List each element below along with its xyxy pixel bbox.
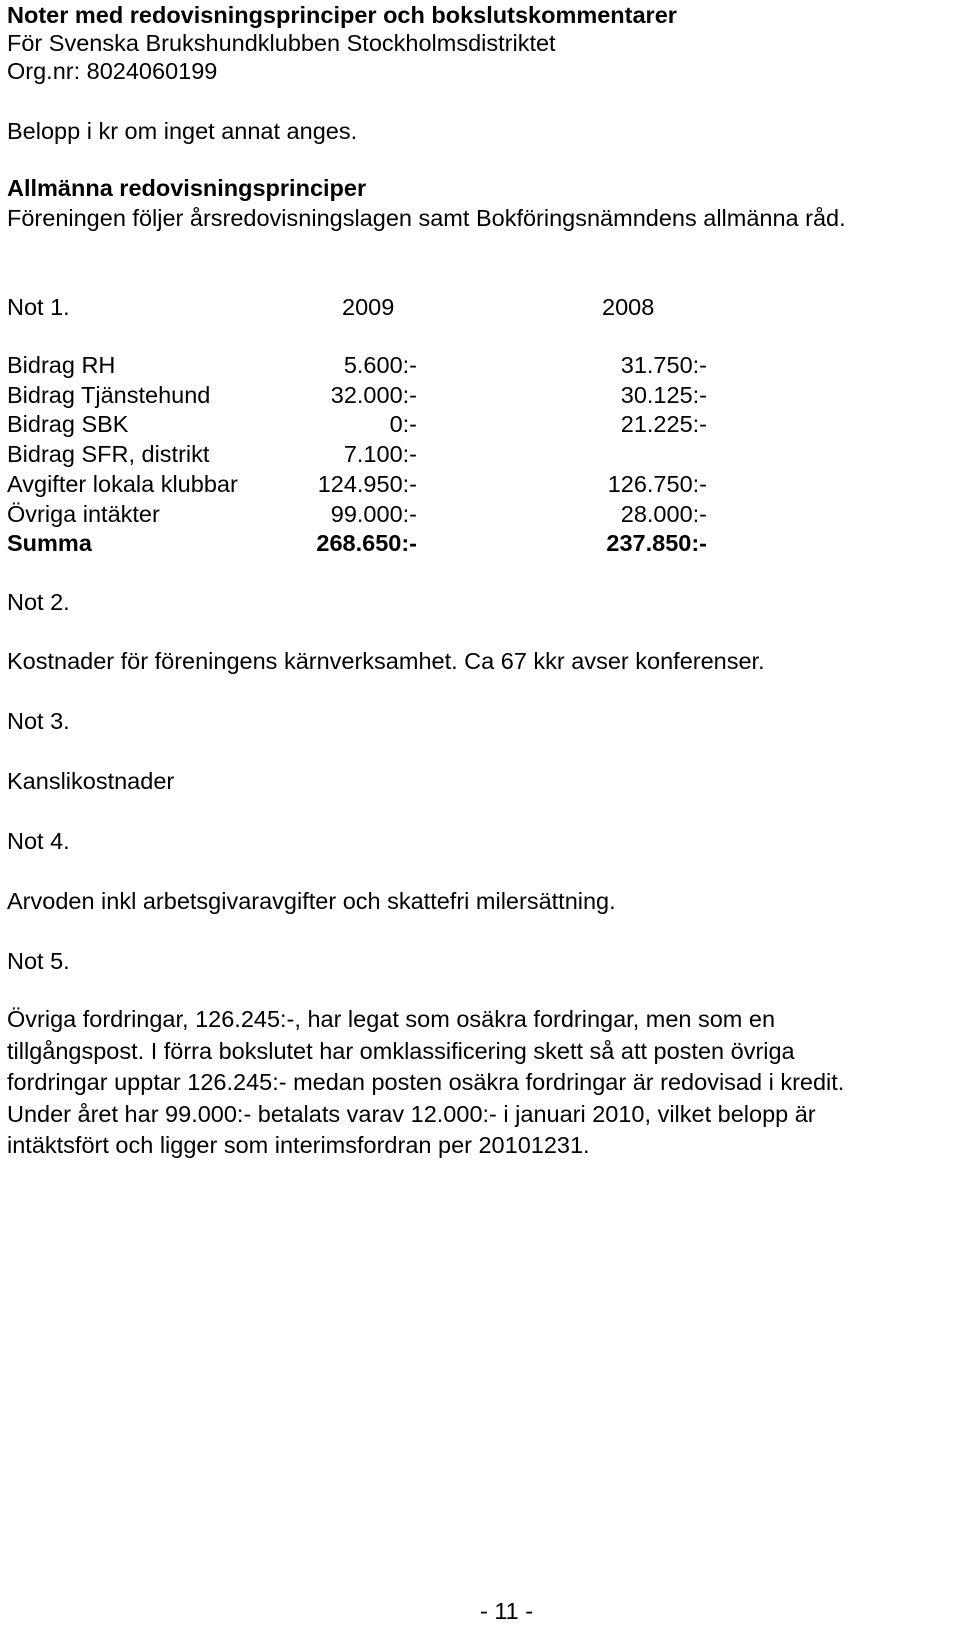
note2-text: Kostnader för föreningens kärnverksamhet. Ca 67 kkr avser konferenser. (7, 648, 765, 674)
principles-heading: Allmänna redovisningsprinciper (7, 175, 367, 201)
note5-paragraph (7, 1004, 953, 1162)
row-value-2009: 32.000:- (330, 382, 417, 408)
document-title: Noter med redovisningsprinciper och bokslutskommentarer (7, 2, 677, 28)
amounts-note: Belopp i kr om inget annat anges. (7, 118, 358, 144)
table-row (7, 380, 807, 410)
note1-header-row (7, 292, 807, 322)
row-value-2009: 99.000:- (330, 501, 417, 527)
total-label: Summa (7, 530, 92, 556)
principles-text: Föreningen följer årsredovisningslagen samt Bokföringsnämndens allmänna råd. (7, 205, 846, 231)
paragraph-line: fordringar upptar 126.245:- medan posten osäkra fordringar är redovisad i kredit. (7, 1069, 845, 1095)
row-value-2008: 31.750:- (620, 352, 707, 378)
note1-year-2009: 2009 (342, 294, 395, 320)
table-row (7, 350, 807, 380)
table-row (7, 469, 807, 499)
note4-label: Not 4. (7, 828, 70, 854)
paragraph-line: intäktsfört och ligger som interimsfordran per 20101231. (7, 1132, 590, 1158)
page-number: - 11 - (480, 1598, 534, 1624)
note5-label: Not 5. (7, 948, 70, 974)
table-row (7, 439, 807, 469)
row-label: Övriga intäkter (7, 501, 160, 527)
note4-text: Arvoden inkl arbetsgivaravgifter och skattefri milersättning. (7, 888, 616, 914)
row-value-2009: 7.100:- (343, 441, 417, 467)
total-value-2009: 268.650:- (316, 530, 417, 556)
row-value-2008: 21.225:- (620, 411, 707, 437)
row-value-2008: 30.125:- (620, 382, 707, 408)
row-value-2009: 5.600:- (343, 352, 417, 378)
total-row (7, 528, 807, 558)
note2-label: Not 2. (7, 589, 70, 615)
table-row (7, 499, 807, 529)
note3-label: Not 3. (7, 708, 70, 734)
paragraph-line: tillgångspost. I förra bokslutet har omklassificering skett så att posten övriga (7, 1037, 795, 1064)
row-value-2008: 28.000:- (620, 501, 707, 527)
row-value-2008: 126.750:- (607, 471, 707, 497)
row-label: Bidrag RH (7, 352, 116, 378)
row-label: Bidrag SFR, distrikt (7, 441, 210, 467)
table-row (7, 409, 807, 439)
note1-year-2008: 2008 (602, 294, 655, 320)
row-value-2009: 0:- (389, 411, 417, 437)
row-label: Bidrag SBK (7, 411, 129, 437)
row-label: Avgifter lokala klubbar (7, 471, 238, 497)
note1-label: Not 1. (7, 294, 70, 320)
organization-number: Org.nr: 8024060199 (7, 58, 218, 84)
paragraph-line: Under året har 99.000:- betalats varav 12.000:- i januari 2010, vilket belopp är (7, 1100, 816, 1127)
total-value-2008: 237.850:- (606, 530, 707, 556)
paragraph-line: Övriga fordringar, 126.245:-, har legat som osäkra fordringar, men som en (7, 1006, 776, 1032)
organization-name: För Svenska Brukshundklubben Stockholmsdistriktet (7, 30, 556, 56)
row-label: Bidrag Tjänstehund (7, 382, 211, 408)
row-value-2009: 124.950:- (317, 471, 417, 497)
note3-text: Kanslikostnader (7, 768, 175, 794)
